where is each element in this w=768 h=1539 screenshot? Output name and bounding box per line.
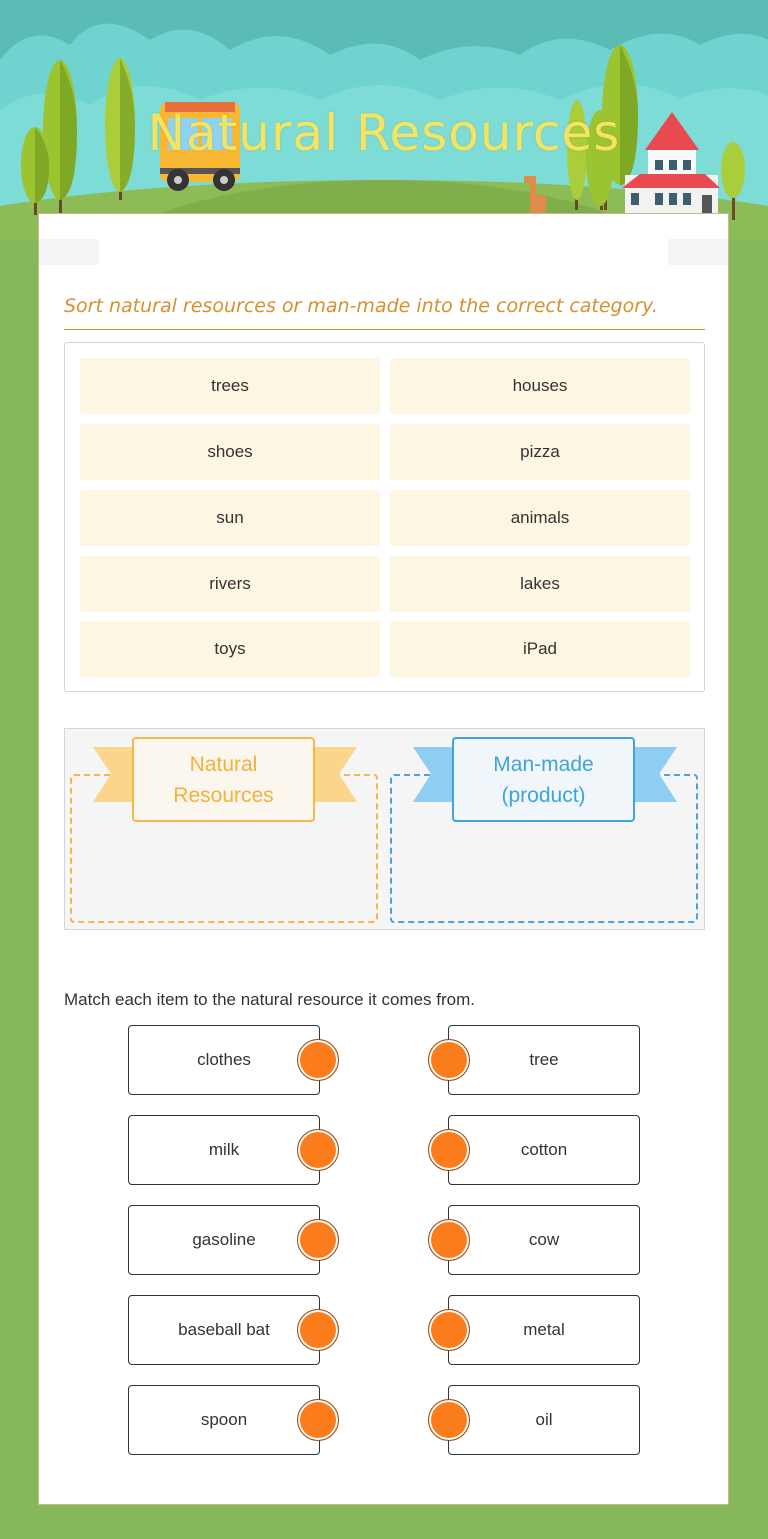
draggable-item[interactable]: trees [80, 358, 380, 414]
category-label-man-made [452, 737, 635, 822]
match-left-item[interactable]: baseball bat [128, 1295, 320, 1365]
worksheet-paper [38, 213, 729, 1505]
draggable-item[interactable]: sun [80, 490, 380, 546]
draggable-item[interactable]: iPad [390, 621, 690, 677]
match-left-item[interactable]: clothes [128, 1025, 320, 1095]
ribbon-icon [413, 747, 455, 802]
sort-instruction: Sort natural resources or man-made into the correct category. [64, 292, 705, 330]
ribbon-icon [635, 747, 677, 802]
sort-items-container [64, 342, 705, 692]
match-connector-dot[interactable] [297, 1399, 339, 1441]
match-connector-dot[interactable] [428, 1129, 470, 1171]
match-connector-dot[interactable] [428, 1399, 470, 1441]
sort-categories-area [64, 728, 705, 930]
header-banner [0, 0, 768, 240]
match-left-item[interactable]: gasoline [128, 1205, 320, 1275]
draggable-item[interactable]: houses [390, 358, 690, 414]
match-connector-dot[interactable] [297, 1129, 339, 1171]
match-right-item[interactable]: metal [448, 1295, 640, 1365]
draggable-item[interactable]: shoes [80, 424, 380, 480]
match-right-item[interactable]: oil [448, 1385, 640, 1455]
category-label-line: Natural [189, 753, 258, 776]
ribbon-icon [93, 747, 135, 802]
draggable-item[interactable]: rivers [80, 556, 380, 612]
ribbon-icon [315, 747, 357, 802]
match-connector-dot[interactable] [428, 1219, 470, 1261]
match-right-item[interactable]: cotton [448, 1115, 640, 1185]
draggable-item[interactable]: lakes [390, 556, 690, 612]
category-label-line: (product) [501, 784, 586, 807]
category-label-natural [132, 737, 315, 822]
match-right-item[interactable]: tree [448, 1025, 640, 1095]
draggable-item[interactable]: toys [80, 621, 380, 677]
category-label-line: Man-made [493, 753, 594, 776]
category-label-line: Resources [173, 784, 274, 807]
match-left-item[interactable]: milk [128, 1115, 320, 1185]
match-left-item[interactable]: spoon [128, 1385, 320, 1455]
draggable-item[interactable]: animals [390, 490, 690, 546]
match-connector-dot[interactable] [297, 1039, 339, 1081]
page-title: Natural Resources [147, 104, 621, 162]
tape-decoration [668, 239, 728, 265]
match-connector-dot[interactable] [297, 1219, 339, 1261]
draggable-item[interactable]: pizza [390, 424, 690, 480]
tape-decoration [39, 239, 99, 265]
match-instruction: Match each item to the natural resource it comes from. [64, 990, 476, 1009]
match-connector-dot[interactable] [428, 1309, 470, 1351]
match-connector-dot[interactable] [428, 1039, 470, 1081]
match-connector-dot[interactable] [297, 1309, 339, 1351]
match-right-item[interactable]: cow [448, 1205, 640, 1275]
